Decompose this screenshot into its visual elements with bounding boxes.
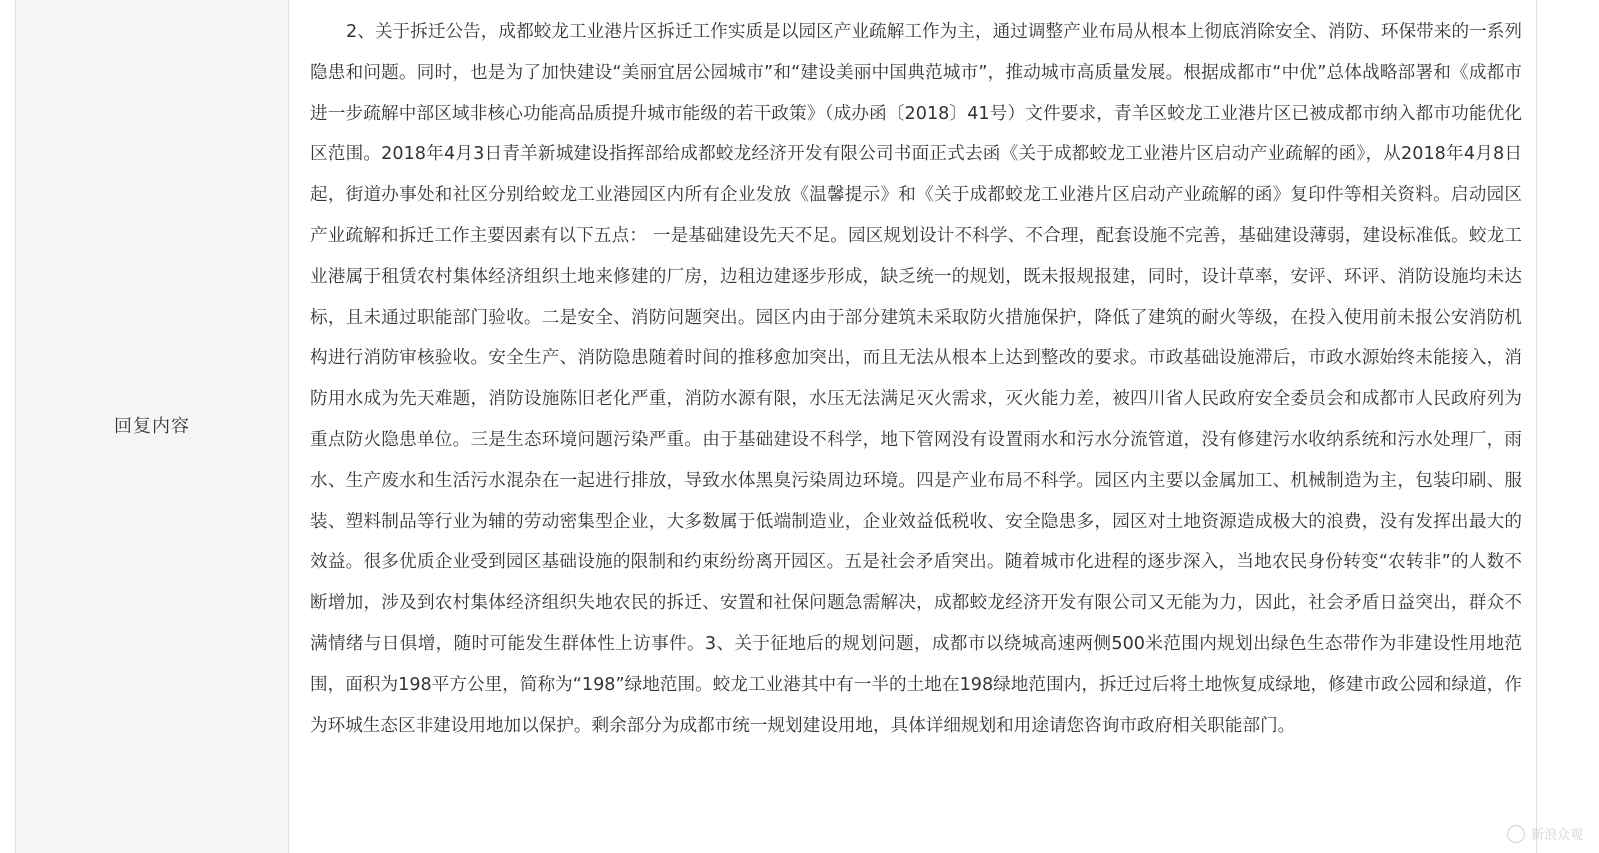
previous-paragraph-fragment [310,0,363,9]
reply-body-text [310,12,1522,746]
reply-content-label: 回复内容 [114,416,190,437]
watermark-logo-icon [1507,825,1525,843]
reply-table-row [15,0,1537,853]
watermark [1507,824,1583,843]
reply-paragraph: 2、关于拆迁公告，成都蛟龙工业港片区拆迁工作实质是以园区产业疏解工作为主，通过调整产业布局从根本上彻底消除安全、消防、环保带来的一系列隐患和问题。同时，也是为了加快建设“美丽宜居公园城市”和“建设美丽中国典范城市”，推动城市高质量发展。根据成都市“中优”总体战略部署和《成都市进一步疏解中部区域非核心功能高品质提升城市能级的若干政策》（成办函〔2018〕41号）文件要求，青羊区蛟龙工业港片区已被成都市纳入都市功能优化区范围。2018年4月3日青羊新城建设指挥部给成都蛟龙经济开发有限公司书面正式去函《关于成都蛟龙工业港片区启动产业疏解的函》，从2018年4月8日起，街道办事处和社区分别给蛟龙工业港园区内所有企业发放《温馨提示》和《关于成都蛟龙工业港片区启动产业疏解的函》复印件等相关资料。启动园区产业疏解和拆迁工作主要因素有以下五点： 一是基础建设先天不足。园区规划设计不科学、不合理，配套设施不完善，基础建设薄弱，建设标准低。蛟龙工业港属于租赁农村集体经济组织土地来修建的厂房，边租边建逐步形成，缺乏统一的规划，既未报规报建，同时，设计草率，安评、环评、消防设施均未达标，且未通过职能部门验收。二是安全、消防问题突出。园区内由于部分建筑未采取防火措施保护，降低了建筑的耐火等级，在投入使用前未报公安消防机构进行消防审核验收。安全生产、消防隐患随着时间的推移愈加突出，而且无法从根本上达到整改的要求。市政基础设施滞后，市政水源始终未能接入，消防用水成为先天难题，消防设施陈旧老化严重，消防水源有限，水压无法满足灭火需求，灭火能力差，被四川省人民政府安全委员会和成都市人民政府列为重点防火隐患单位。三是生态环境问题污染严重。由于基础建设不科学，地下管网没有设置雨水和污水分流管道，没有修建污水收纳系统和污水处理厂，雨水、生产废水和生活污水混杂在一起进行排放，导致水体黑臭污染周边环境。四是产业布局不科学。园区内主要以金属加工、机械制造为主，包装印刷、服装、塑料制品等行业为辅的劳动密集型企业，大多数属于低端制造业，企业效益低税收、安全隐患多，园区对土地资源造成极大的浪费，没有发挥出最大的效益。很多优质企业受到园区基础设施的限制和约束纷纷离开园区。五是社会矛盾突出。随着城市化进程的逐步深入，当地农民身份转变“农转非”的人数不断增加，涉及到农村集体经济组织失地农民的拆迁、安置和社保问题急需解决，成都蛟龙经济开发有限公司又无能为力，因此，社会矛盾日益突出，群众不满情绪与日俱增，随时可能发生群体性上访事件。3、关于征地后的规划问题，成都市以绕城高速两侧500米范围内规划出绿色生态带作为非建设性用地范围，面积为198平方公里，简称为“198”绿地范围。蛟龙工业港其中有一半的土地在198绿地范围内，拆迁过后将土地恢复成绿地，修建市政公园和绿道，作为环城生态区非建设用地加以保护。剩余部分为成都市统一规划建设用地，具体详细规划和用途请您咨询市政府相关职能部门。 [310,22,1522,736]
watermark-text: 新浪众观 [1530,828,1583,843]
label-cell [16,0,289,853]
content-cell [289,0,1536,853]
